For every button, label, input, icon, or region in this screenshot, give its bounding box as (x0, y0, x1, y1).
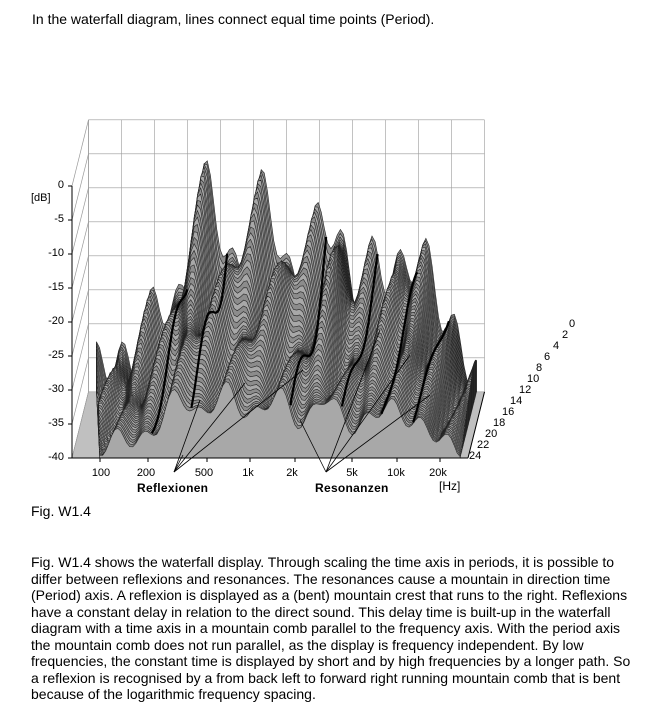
t-tick-label: 4 (553, 340, 560, 352)
intro-text: In the waterfall diagram, lines connect equal time points (Period). (32, 11, 435, 27)
y-tick-label: 0 (57, 179, 64, 191)
body-paragraph: Fig. W1.4 shows the waterfall display. Through scaling the time axis in periods, it is possible to differ between reflexions and resonances. The resonances cause a mountain in direction time (Period) axis. A reflexion is displayed as a (bent) mountain crest that runs to the right. Reflexions have a constant delay in relation to the direct sound. This delay time is built-up in the waterfall diagram with a time axis in a mountain comb parallel to the frequency axis. With the period axis the mountain comb does not run parallel, as the display is frequency independent. By low frequencies, the constant time is displayed by short and by high frequencies by a longer path. So a reflexion is recognised by a from back left to forward right running mountain comb that is bent because of the logarithmic frequency spacing. (31, 554, 631, 702)
grid-line (72, 324, 89, 390)
x-tick-label: 1k (242, 467, 254, 479)
t-tick-label: 6 (544, 351, 551, 363)
t-tick-label: 20 (485, 428, 498, 440)
x-tick-label: 20k (429, 467, 447, 479)
grid-line (72, 154, 89, 220)
x-tick-label: 500 (194, 467, 214, 479)
t-tick-label: 2 (562, 329, 569, 341)
y-tick-label: -20 (48, 315, 64, 327)
t-tick-label: 24 (469, 450, 482, 462)
figure-caption: Fig. W1.4 (31, 503, 91, 519)
grid-line (72, 120, 89, 186)
x-tick-label: 10k (387, 467, 405, 479)
t-tick-label: 18 (493, 417, 506, 429)
grid-line (72, 188, 89, 254)
t-tick-label: 16 (502, 406, 515, 418)
y-axis-unit: [dB] (31, 192, 51, 204)
grid-line (72, 256, 89, 322)
t-tick-label: 14 (510, 395, 523, 407)
y-tick-label: -10 (48, 247, 64, 259)
y-tick-label: -5 (54, 213, 64, 225)
grid-line (72, 222, 89, 288)
x-tick-label: 100 (91, 467, 111, 479)
t-tick-label: 22 (477, 439, 490, 451)
x-tick-label: 200 (136, 467, 156, 479)
y-tick-label: -30 (48, 383, 64, 395)
t-tick-label: 12 (519, 384, 532, 396)
x-tick-label: 5k (346, 467, 358, 479)
reflexionen-label: Reflexionen (137, 481, 209, 495)
t-tick-label: 8 (536, 362, 543, 374)
y-tick-label: -40 (48, 451, 64, 463)
y-tick-label: -35 (48, 417, 64, 429)
x-tick-label: 2k (286, 467, 298, 479)
y-tick-label: -15 (48, 281, 64, 293)
resonanzen-label: Resonanzen (315, 481, 389, 495)
x-axis-unit: [Hz] (439, 479, 461, 493)
t-tick-label: 10 (527, 373, 540, 385)
grid-line (72, 290, 89, 356)
t-tick-label: 0 (569, 318, 576, 330)
y-tick-label: -25 (48, 349, 64, 361)
